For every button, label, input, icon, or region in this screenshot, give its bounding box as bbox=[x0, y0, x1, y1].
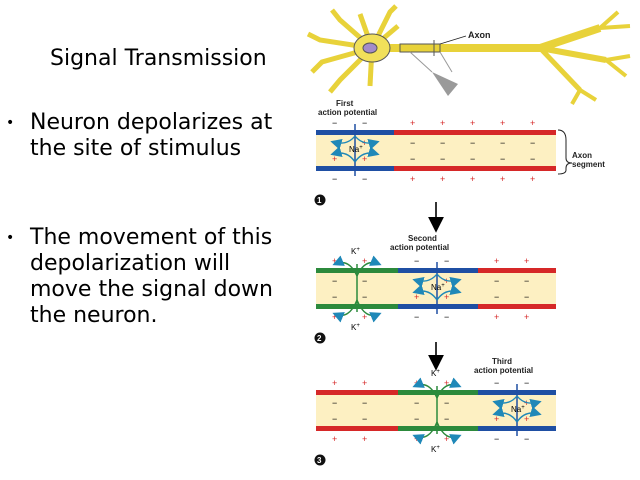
charge-inside: − bbox=[524, 292, 530, 302]
charge-outside: + bbox=[414, 434, 420, 444]
charge-inside: + bbox=[524, 398, 530, 408]
charge-inside: + bbox=[362, 138, 368, 148]
membrane-top-2-2 bbox=[398, 268, 478, 273]
charge-inside: − bbox=[414, 414, 420, 424]
charge-outside: + bbox=[362, 256, 368, 266]
step-number-2: 2 bbox=[317, 334, 322, 343]
charge-inside: − bbox=[494, 276, 500, 286]
membrane-top-2-3 bbox=[478, 268, 556, 273]
membrane-bottom-1-2 bbox=[394, 166, 556, 171]
charge-outside: + bbox=[500, 118, 506, 128]
charge-outside: − bbox=[362, 174, 368, 184]
charge-inside: − bbox=[444, 398, 450, 408]
ap-label-line1-1: First bbox=[336, 99, 354, 108]
charge-inside: − bbox=[470, 154, 476, 164]
charge-outside: + bbox=[524, 256, 530, 266]
charge-outside: + bbox=[362, 434, 368, 444]
charge-outside: − bbox=[332, 174, 338, 184]
charge-inside: − bbox=[332, 292, 338, 302]
charge-outside: − bbox=[524, 434, 530, 444]
charge-outside: + bbox=[444, 434, 450, 444]
charge-outside: − bbox=[332, 118, 338, 128]
charge-inside: + bbox=[494, 398, 500, 408]
charge-outside: + bbox=[494, 256, 500, 266]
charge-outside: + bbox=[440, 118, 446, 128]
charge-outside: − bbox=[524, 378, 530, 388]
charge-inside: − bbox=[524, 276, 530, 286]
na-ion-label-1: Na+ bbox=[349, 145, 363, 154]
charge-outside: + bbox=[530, 118, 536, 128]
charge-outside: + bbox=[362, 378, 368, 388]
charge-inside: − bbox=[444, 414, 450, 424]
charge-outside: + bbox=[524, 312, 530, 322]
k-ion-label-top-2: K+ bbox=[351, 247, 360, 256]
ap-label-line1-2: Second bbox=[408, 234, 437, 243]
segment-label-line1: Axon bbox=[572, 151, 592, 160]
k-ion-label-bottom-3: K+ bbox=[431, 445, 440, 454]
charge-outside: − bbox=[444, 256, 450, 266]
charge-inside: + bbox=[444, 292, 450, 302]
charge-inside: − bbox=[332, 414, 338, 424]
charge-inside: + bbox=[524, 414, 530, 424]
na-ion-label-2: Na+ bbox=[431, 283, 445, 292]
membrane-bottom-2-3 bbox=[478, 304, 556, 309]
membrane-top-3-2 bbox=[398, 390, 478, 395]
charge-outside: + bbox=[444, 378, 450, 388]
bullet-2-text: The movement of this depolarization will move the signal down the neuron. bbox=[30, 225, 273, 328]
bullet-1-text: Neuron depolarizes at the site of stimulus bbox=[30, 110, 273, 161]
charge-inside: − bbox=[362, 414, 368, 424]
segment-bracket bbox=[558, 130, 572, 174]
charge-inside: − bbox=[362, 276, 368, 286]
ap-label-line1-3: Third bbox=[492, 357, 512, 366]
charge-inside: − bbox=[470, 138, 476, 148]
charge-outside: + bbox=[332, 312, 338, 322]
charge-inside: + bbox=[494, 414, 500, 424]
charge-inside: + bbox=[332, 154, 338, 164]
neuron-illustration bbox=[308, 6, 630, 104]
charge-outside: + bbox=[410, 118, 416, 128]
charge-inside: − bbox=[332, 398, 338, 408]
charge-outside: − bbox=[414, 312, 420, 322]
ap-label-line2-1: action potential bbox=[318, 108, 378, 117]
step-number-3: 3 bbox=[317, 456, 322, 465]
charge-inside: − bbox=[332, 276, 338, 286]
charge-outside: + bbox=[530, 174, 536, 184]
charge-outside: + bbox=[470, 118, 476, 128]
membrane-bottom-3-2 bbox=[398, 426, 478, 431]
charge-inside: − bbox=[440, 138, 446, 148]
charge-inside: − bbox=[500, 154, 506, 164]
charge-inside: − bbox=[414, 398, 420, 408]
charge-inside: − bbox=[362, 292, 368, 302]
charge-inside: − bbox=[440, 154, 446, 164]
charge-outside: + bbox=[470, 174, 476, 184]
charge-inside: + bbox=[444, 276, 450, 286]
charge-outside: + bbox=[362, 312, 368, 322]
ap-label-line2-3: action potential bbox=[474, 366, 534, 375]
charge-inside: + bbox=[414, 276, 420, 286]
charge-outside: + bbox=[494, 312, 500, 322]
charge-inside: + bbox=[332, 138, 338, 148]
na-ion-label-3: Na+ bbox=[511, 405, 525, 414]
charge-outside: + bbox=[332, 434, 338, 444]
charge-inside: + bbox=[414, 292, 420, 302]
charge-outside: + bbox=[332, 378, 338, 388]
slide-title: Signal Transmission bbox=[50, 46, 267, 71]
charge-outside: − bbox=[414, 256, 420, 266]
charge-inside: − bbox=[410, 138, 416, 148]
charge-outside: − bbox=[362, 118, 368, 128]
bullet-dot: • bbox=[6, 230, 15, 246]
charge-outside: + bbox=[414, 378, 420, 388]
charge-outside: + bbox=[332, 256, 338, 266]
ap-label-line2-2: action potential bbox=[390, 243, 450, 252]
k-ion-label-top-3: K+ bbox=[431, 369, 440, 378]
charge-outside: + bbox=[500, 174, 506, 184]
membrane-top-3-1 bbox=[316, 390, 398, 395]
membrane-bottom-2-2 bbox=[398, 304, 478, 309]
charge-outside: + bbox=[440, 174, 446, 184]
k-ion-label-bottom-2: K+ bbox=[351, 323, 360, 332]
charge-inside: − bbox=[530, 154, 536, 164]
charge-outside: − bbox=[494, 378, 500, 388]
charge-inside: − bbox=[530, 138, 536, 148]
charge-inside: + bbox=[362, 154, 368, 164]
charge-inside: − bbox=[500, 138, 506, 148]
charge-outside: − bbox=[494, 434, 500, 444]
step-number-1: 1 bbox=[317, 196, 322, 205]
charge-inside: − bbox=[362, 398, 368, 408]
charge-inside: − bbox=[410, 154, 416, 164]
membrane-bottom-3-1 bbox=[316, 426, 398, 431]
charge-inside: − bbox=[494, 292, 500, 302]
membrane-top-1-2 bbox=[394, 130, 556, 135]
charge-outside: − bbox=[444, 312, 450, 322]
axon-label: Axon bbox=[468, 30, 491, 40]
bullet-dot: • bbox=[6, 115, 15, 131]
segment-label-line2: segment bbox=[572, 160, 605, 169]
charge-outside: + bbox=[410, 174, 416, 184]
